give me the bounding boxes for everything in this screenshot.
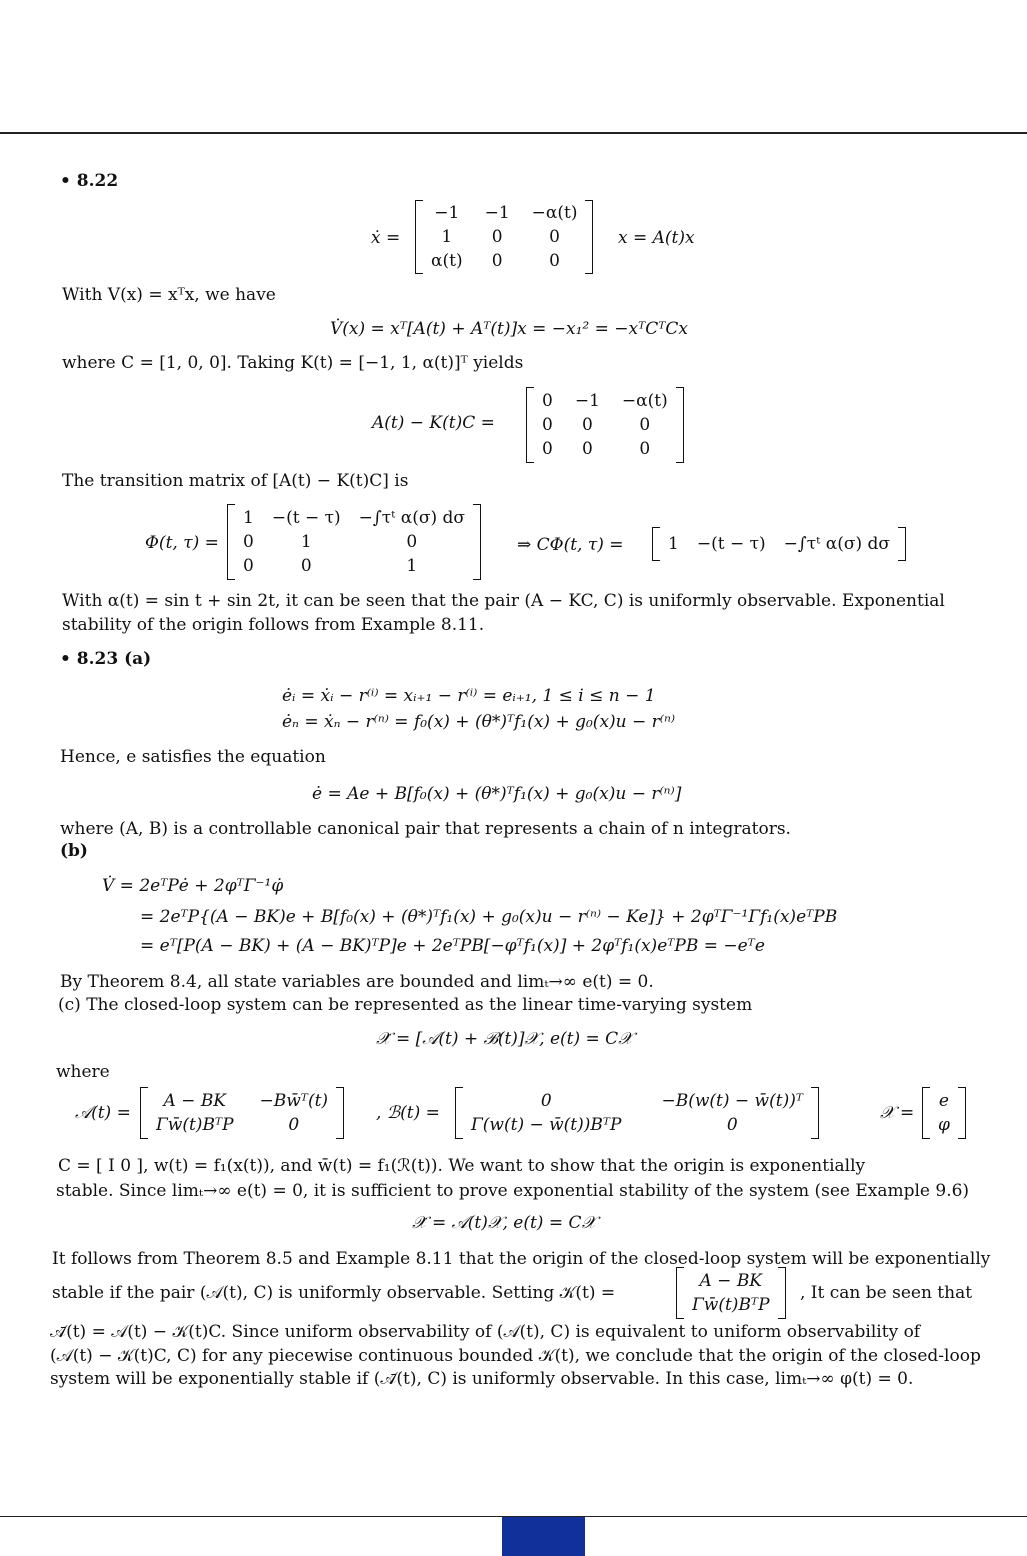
matrix-cell: −1: [574, 391, 600, 411]
calA-lhs: 𝒜(t) =: [75, 1103, 131, 1123]
matrix-cell: φ: [938, 1115, 950, 1135]
matrix-cell: Γw̄(t)BᵀP: [692, 1295, 770, 1315]
matrix-cell: Γ(w(t) − w̄(t))BᵀP: [471, 1115, 622, 1135]
section-b: (b): [60, 841, 88, 861]
follows-text-3: 𝒜̄(t) = 𝒜(t) − 𝒦(t)C. Since uniform observability of (𝒜(t), C) is equivalent to uniform observability of: [50, 1322, 921, 1342]
matrix-cell: −(t − τ): [696, 534, 766, 554]
matrix-cell: 0: [581, 439, 593, 459]
where-ab-text: where (A, B) is a controllable canonical pair that represents a chain of n integrators.: [60, 819, 791, 839]
phi-matrix-grid: [235, 504, 473, 580]
matrix-cell: 0: [581, 415, 593, 435]
matrix-cell: −∫τᵗ α(σ) dσ: [783, 534, 890, 554]
transition-text: The transition matrix of [A(t) − K(t)C] is: [62, 471, 409, 491]
xdot-rhs: x = A(t)x: [618, 228, 695, 248]
phi-lhs: Φ(t, τ) =: [145, 533, 219, 553]
matrix-cell: Γw̄(t)BᵀP: [156, 1115, 234, 1135]
c-def-text-1: C = [ I 0 ], w(t) = f₁(x(t)), and w̄(t) = f₁(ℛ(t)). We want to show that the origin is exponentially: [58, 1156, 866, 1176]
matrix-cell: A − BK: [699, 1271, 763, 1291]
xdot-lhs: ẋ =: [371, 228, 401, 248]
ei-equation-1: ėᵢ = ẋᵢ − r⁽ⁱ⁾ = xᵢ₊₁ − r⁽ⁱ⁾ = eᵢ₊₁, 1 ≤ i ≤ n − 1: [282, 686, 656, 706]
matrix-cell: 0: [540, 1091, 552, 1111]
follows-text-2b: , It can be seen that: [800, 1283, 973, 1303]
matrix-cell: 0: [639, 415, 651, 435]
matrix-cell: α(t): [431, 251, 463, 271]
akc-lhs: A(t) − K(t)C =: [372, 413, 495, 433]
vdot-line-3: = eᵀ[P(A − BK) + (A − BK)ᵀP]e + 2eᵀPB[−φᵀf₁(x)] + 2φᵀf₁(x)eᵀPB = −eᵀe: [140, 936, 765, 956]
with-v-text: With V(x) = xᵀx, we have: [62, 285, 276, 305]
top-rule: [0, 132, 1027, 134]
AKC-matrix: [526, 387, 684, 463]
section-c-intro: (c) The closed-loop system can be represented as the linear time-varying system: [58, 995, 753, 1015]
matrix-cell: 0: [406, 532, 418, 552]
matrix-cell: 1: [668, 534, 679, 554]
matrix-cell: 1: [406, 556, 418, 576]
follows-text-4: (𝒜(t) − 𝒦(t)C, C) for any piecewise continuous bounded 𝒦(t), we conclude that the origin of the closed-loop: [50, 1346, 981, 1366]
matrix-cell: 0: [243, 556, 254, 576]
matrix-cell: 0: [726, 1115, 738, 1135]
cphi-row: [652, 527, 906, 561]
matrix-cell: −1: [484, 203, 510, 223]
vdot-line-1: V̇ = 2eᵀPė + 2φᵀΓ⁻¹φ̇: [102, 876, 284, 896]
calB-matrix-grid: [463, 1087, 811, 1139]
A-matrix-grid: [423, 200, 585, 274]
follows-text-5: system will be exponentially stable if (𝒜̄(t), C) is uniformly observable. In this case, limₜ→∞ φ(t) = 0.: [50, 1369, 914, 1389]
theorem84-text: By Theorem 8.4, all state variables are bounded and limₜ→∞ e(t) = 0.: [60, 972, 654, 992]
vdot-equation: V̇(x) = xᵀ[A(t) + Aᵀ(t)]x = −x₁² = −xᵀCᵀCx: [330, 319, 688, 339]
alpha-text-2: stability of the origin follows from Example 8.11.: [62, 615, 485, 635]
matrix-cell: −Bw̄ᵀ(t): [259, 1091, 329, 1111]
matrix-cell: −(t − τ): [271, 508, 341, 528]
matrix-cell: 1: [300, 532, 312, 552]
calB-matrix: [455, 1087, 819, 1139]
vdot-line-2: = 2eᵀP{(A − BK)e + B[f₀(x) + (θ*)ᵀf₁(x) + g₀(x)u − r⁽ⁿ⁾ − Ke]} + 2φᵀΓ⁻¹Γf₁(x)eᵀPB: [140, 907, 838, 927]
A-matrix: [415, 200, 593, 274]
alpha-text-1: With α(t) = sin t + sin 2t, it can be seen that the pair (A − KC, C) is uniformly observable. Exponential: [62, 591, 945, 611]
calB-lhs: , ℬ(t) =: [376, 1103, 440, 1123]
matrix-cell: 0: [300, 556, 312, 576]
edot-equation: ė = Ae + B[f₀(x) + (θ*)ᵀf₁(x) + g₀(x)u − r⁽ⁿ⁾]: [312, 784, 682, 804]
calK-matrix: [676, 1267, 786, 1319]
phi-matrix: [227, 504, 481, 580]
c-def-text-2: stable. Since limₜ→∞ e(t) = 0, it is sufficient to prove exponential stability of the system (see Example 9.6): [56, 1181, 970, 1201]
where-text: where: [56, 1062, 110, 1082]
matrix-cell: 1: [243, 508, 254, 528]
matrix-cell: A − BK: [163, 1091, 227, 1111]
section-8-22: • 8.22: [60, 171, 119, 191]
ei-equation-2: ėₙ = ẋₙ − r⁽ⁿ⁾ = f₀(x) + (θ*)ᵀf₁(x) + g₀(x)u − r⁽ⁿ⁾: [282, 712, 676, 732]
cphi-lhs: ⇒ CΦ(t, τ) =: [517, 535, 624, 555]
matrix-cell: −α(t): [621, 391, 668, 411]
calX-matrix: [922, 1087, 966, 1139]
hence-text: Hence, e satisfies the equation: [60, 747, 326, 767]
matrix-cell: 1: [441, 227, 453, 247]
matrix-cell: −α(t): [531, 203, 578, 223]
calK-matrix-grid: [684, 1267, 778, 1319]
matrix-cell: −B(w(t) − w̄(t))ᵀ: [661, 1091, 803, 1111]
ltv-equation: 𝒳̇ = [𝒜(t) + ℬ(t)]𝒳, e(t) = C𝒳: [376, 1029, 633, 1049]
matrix-cell: −∫τᵗ α(σ) dσ: [358, 508, 465, 528]
matrix-cell: 0: [549, 251, 560, 271]
matrix-cell: −1: [434, 203, 460, 223]
where-c-text: where C = [1, 0, 0]. Taking K(t) = [−1, 1, α(t)]ᵀ yields: [62, 353, 524, 373]
follows-text-1: It follows from Theorem 8.5 and Example 8.11 that the origin of the closed-loop system will be exponentially: [52, 1249, 991, 1269]
matrix-cell: 0: [542, 439, 553, 459]
matrix-cell: 0: [542, 391, 553, 411]
AKC-matrix-grid: [534, 387, 676, 463]
matrix-cell: 0: [639, 439, 651, 459]
matrix-cell: 0: [549, 227, 560, 247]
calA-matrix: [140, 1087, 344, 1139]
matrix-cell: 0: [288, 1115, 300, 1135]
matrix-cell: 0: [491, 227, 503, 247]
calX-matrix-grid: [930, 1087, 958, 1139]
matrix-cell: 0: [542, 415, 553, 435]
calX-lhs: 𝒳 =: [880, 1103, 915, 1123]
ltv2-equation: 𝒳̇ = 𝒜(t)𝒳, e(t) = C𝒳: [412, 1213, 597, 1233]
section-8-23a: • 8.23 (a): [60, 649, 152, 669]
matrix-cell: e: [938, 1091, 949, 1111]
calA-matrix-grid: [148, 1087, 336, 1139]
follows-text-2a: stable if the pair (𝒜(t), C) is uniformly observable. Setting 𝒦(t) =: [52, 1283, 616, 1303]
matrix-cell: 0: [243, 532, 254, 552]
cphi-row-grid: [660, 527, 898, 561]
matrix-cell: 0: [491, 251, 503, 271]
footer-page-block: [502, 1517, 585, 1556]
